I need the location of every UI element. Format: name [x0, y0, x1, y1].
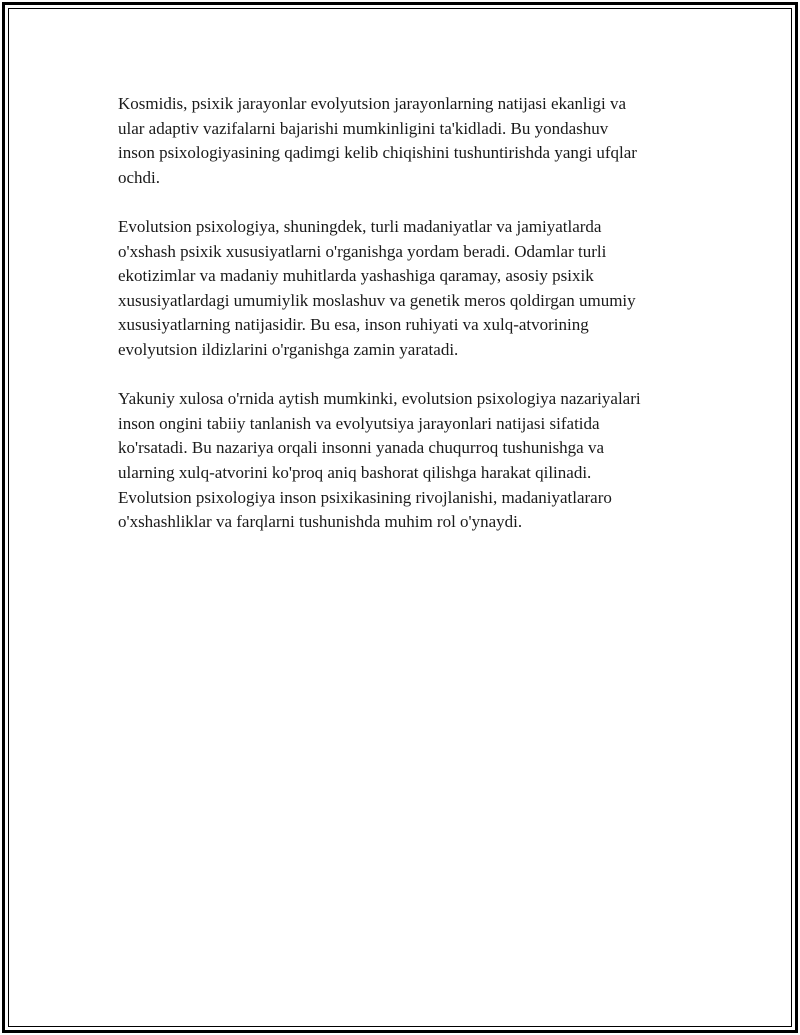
- text-line: ko'rsatadi. Bu nazariya orqali insonni yanada chuqurroq tushunishga va: [118, 438, 605, 458]
- text-line: Yakuniy xulosa o'rnida aytish mumkinki, evolutsion psixologiya nazariyalari: [118, 389, 641, 409]
- text-line: ekotizimlar va madaniy muhitlarda yashashiga qaramay, asosiy psixik: [118, 266, 594, 286]
- text-line: o'xshash psixik xususiyatlarni o'rganishga yordam beradi. Odamlar turli: [118, 241, 607, 261]
- text-line: ular adaptiv vazifalarni bajarishi mumkinligini ta'kidladi. Bu yondashuv: [118, 118, 609, 138]
- paragraph-1: [118, 92, 693, 190]
- text-line: xususiyatlardagi umumiylik moslashuv va genetik meros qoldirgan umumiy: [118, 290, 636, 310]
- text-line: inson psixologiyasining qadimgi kelib chiqishini tushuntirishda yangi ufqlar: [118, 143, 637, 163]
- paragraph-3: [118, 387, 693, 535]
- text-line: Evolutsion psixologiya, shuningdek, turli madaniyatlar va jamiyatlarda: [118, 216, 602, 236]
- text-line: ularning xulq-atvorini ko'proq aniq bashorat qilishga harakat qilinadi.: [118, 462, 592, 482]
- text-line: xususiyatlarning natijasidir. Bu esa, inson ruhiyati va xulq-atvorining: [118, 315, 589, 335]
- text-line: inson ongini tabiiy tanlanish va evolyutsiya jarayonlari natijasi sifatida: [118, 413, 600, 433]
- text-line: Evolutsion psixologiya inson psixikasining rivojlanishi, madaniyatlararo: [118, 487, 612, 507]
- text-line: o'xshashliklar va farqlarni tushunishda muhim rol o'ynaydi.: [118, 512, 523, 532]
- paragraph-2: [118, 215, 693, 363]
- document-body: [118, 92, 693, 559]
- text-line: Kosmidis, psixik jarayonlar evolyutsion jarayonlarning natijasi ekanligi va: [118, 94, 627, 113]
- text-line: ochdi.: [118, 167, 161, 187]
- text-line: evolyutsion ildizlarini o'rganishga zamin yaratadi.: [118, 339, 459, 359]
